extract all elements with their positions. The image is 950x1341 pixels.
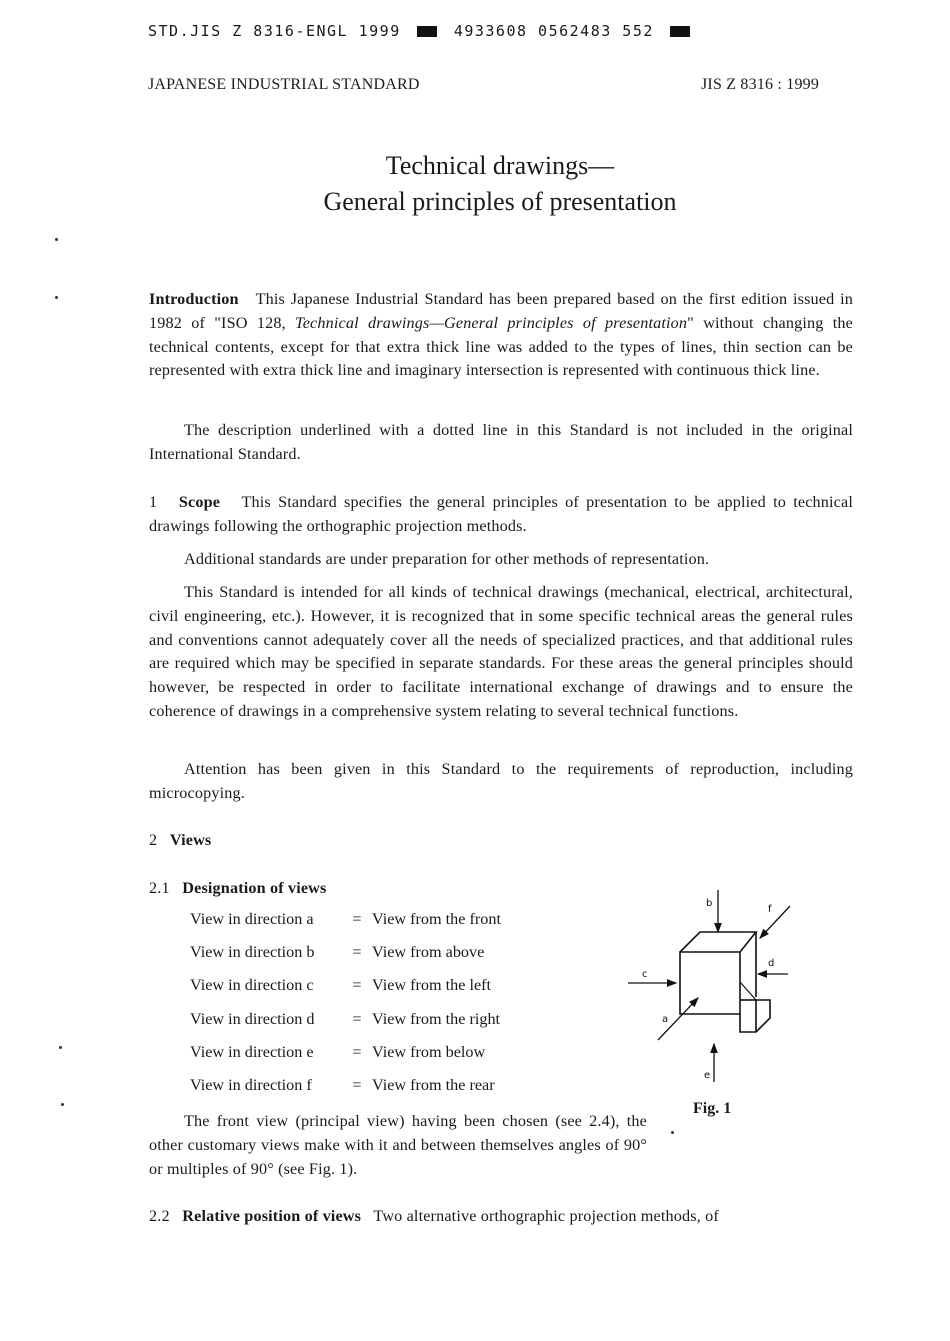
scope-text-1: This Standard specifies the general principles of presentation to be applied to technical drawings following the orthographic projection methods. — [149, 493, 853, 535]
label-c: c — [642, 969, 648, 980]
std-numbers: 4933608 0562483 552 — [453, 22, 654, 40]
scan-speck — [55, 238, 58, 241]
header-standard-id: JIS Z 8316 : 1999 — [701, 76, 820, 93]
list-item: View in direction e = View from below — [190, 1043, 486, 1061]
views-label: Views — [169, 831, 212, 849]
list-item: View in direction a = View from the front — [190, 910, 501, 928]
scope-paragraph-4: Attention has been given in this Standard to the requirements of reproduction, including microcopying. — [149, 760, 853, 802]
front-view-paragraph: The front view (principal view) having been chosen (see 2.4), the other customary views make with it and between themselves angles of 90° or multiples of 90° (see Fig. 1). — [149, 1112, 647, 1178]
relative-position-number: 2.2 — [149, 1207, 170, 1225]
label-d: d — [768, 958, 775, 969]
label-b: b — [706, 898, 713, 909]
scope-heading — [149, 493, 220, 511]
scan-speck — [59, 1046, 62, 1049]
standard-code-line — [148, 22, 696, 40]
page-title — [0, 148, 950, 220]
list-item: View in direction c = View from the left — [190, 976, 492, 994]
scope-paragraph-3: This Standard is intended for all kinds of technical drawings (mechanical, electrical, architectural, civil engineering, etc.). However, it is recognized that in some specific technical areas the general rules and conventions cannot adequately cover all the needs of specialized practices, and that additional rules are required which may be specified in separate standards. For these areas the general principles should however, be respected in order to facilitate international exchange of drawings and to ensure the coherence of drawings in a comprehensive system relating to several technical functions. — [149, 583, 853, 720]
scope-label: Scope — [178, 493, 221, 511]
label-f: f — [768, 904, 772, 915]
views-number: 2 — [149, 831, 158, 849]
list-item: View in direction d = View from the right — [190, 1010, 501, 1028]
designation-number: 2.1 — [149, 879, 170, 897]
designation-label: Designation of views — [182, 879, 327, 897]
title-line-1: Technical drawings— — [385, 151, 615, 180]
title-line-2: General principles of presentation — [323, 187, 677, 216]
scan-speck — [55, 296, 58, 299]
intro-text-a: This Japanese Industrial Standard has been prepared based on the first edition issued in 1982 of "ISO 128, — [149, 290, 853, 332]
fig-1-caption: Fig. 1 — [693, 1100, 732, 1117]
relative-position-label: Relative position of views — [182, 1207, 362, 1225]
black-bar-mark — [417, 26, 437, 37]
relative-position-paragraph — [149, 1205, 853, 1229]
label-e: e — [704, 1070, 711, 1081]
intro-text-b: " without changing the technical contents, except for that extra thick line was added to the types of lines, thin section can be represented with extra thick line and imaginary intersection is represented with continuous thick line. — [149, 313, 853, 380]
scan-speck — [61, 1103, 64, 1106]
arrow-f — [760, 906, 790, 938]
scan-speck — [671, 1131, 674, 1134]
intro-paragraph — [149, 288, 853, 383]
label-a: a — [662, 1014, 669, 1025]
relative-position-text: Two alternative orthographic projection methods, of — [373, 1207, 719, 1225]
intro-text-italic: Technical drawings—General principles of presentation — [295, 313, 688, 332]
fig-1-projection-diagram — [618, 882, 798, 1092]
header-standard-type: JAPANESE INDUSTRIAL STANDARD — [148, 76, 420, 93]
std-code: STD.JIS Z 8316-ENGL 1999 — [148, 22, 401, 40]
scope-paragraph-1 — [149, 491, 853, 539]
views-heading — [149, 829, 853, 853]
scope-paragraph-2: Additional standards are under preparation for other methods of representation. — [184, 550, 710, 568]
scope-number: 1 — [149, 493, 158, 511]
list-item: View in direction f = View from the rear — [190, 1076, 495, 1094]
list-item: View in direction b = View from above — [190, 943, 485, 961]
intro-label: Introduction — [149, 290, 239, 308]
black-bar-mark-2 — [670, 26, 690, 37]
intro-paragraph-2: The description underlined with a dotted line in this Standard is not included in the original International Standard. — [149, 421, 853, 463]
